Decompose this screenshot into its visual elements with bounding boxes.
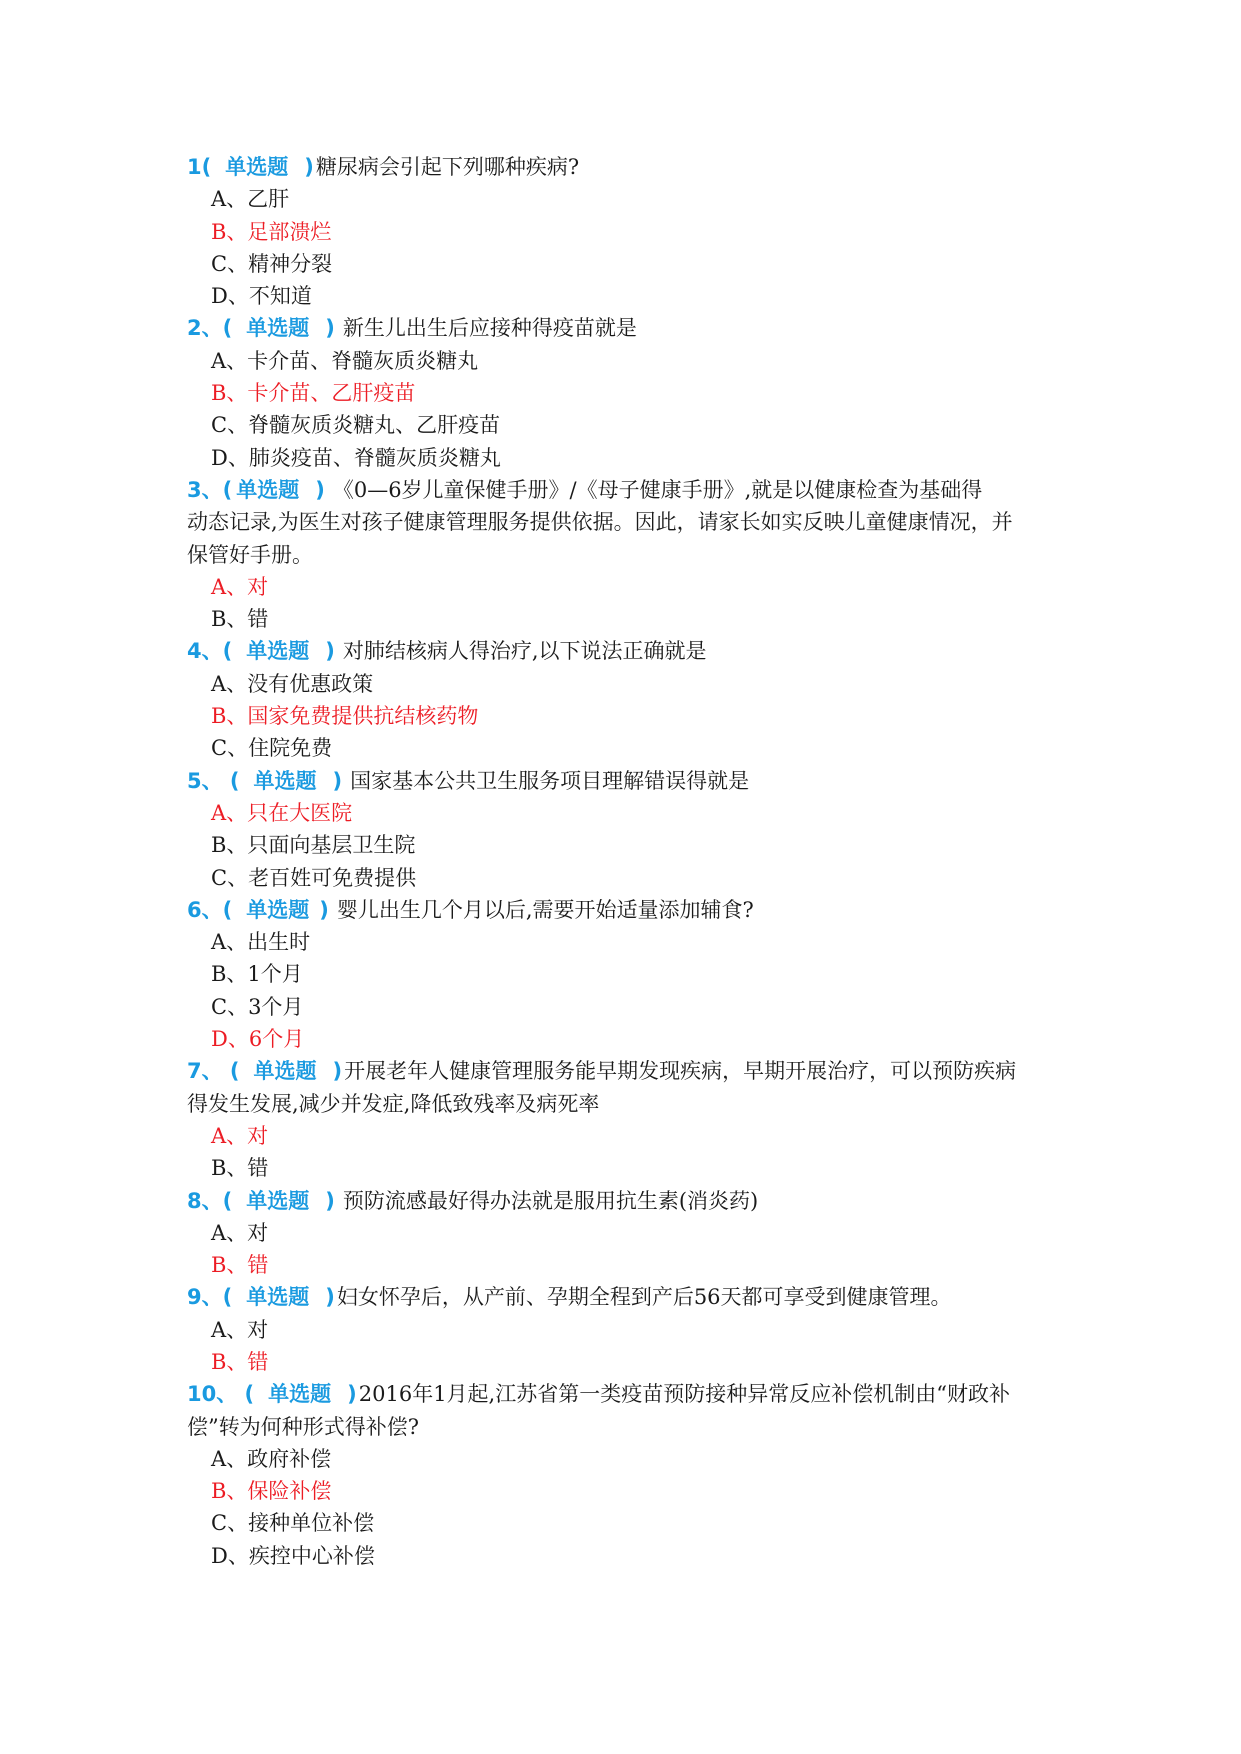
question-header <box>187 1378 1087 1410</box>
option-d: D、疾控中心补偿 <box>211 1543 375 1568</box>
option-a: A、对 <box>211 1317 269 1342</box>
question-close-paren: ) <box>325 1188 335 1213</box>
question-number: 6、( <box>187 897 233 922</box>
question-text: 对肺结核病人得治疗,以下说法正确就是 <box>342 639 707 664</box>
question-type-label: 单选题 <box>268 1382 332 1407</box>
question-3 <box>187 474 1087 635</box>
option-c: C、3个月 <box>211 994 304 1019</box>
question-close-paren: ) <box>319 897 329 922</box>
option-a: A、对 <box>211 574 269 599</box>
option-a: A、卡介苗、脊髓灰质炎糖丸 <box>211 348 479 373</box>
option-a: A、政府补偿 <box>211 1446 332 1471</box>
option-d: D、肺炎疫苗、脊髓灰质炎糖丸 <box>211 445 501 470</box>
question-number: 10、 ( <box>187 1382 255 1407</box>
question-10 <box>187 1378 1087 1572</box>
question-text: 预防流感最好得办法就是服用抗生素(消炎药) <box>342 1188 759 1213</box>
question-header <box>187 1055 1087 1087</box>
option-b: B、足部溃烂 <box>211 219 332 244</box>
question-9 <box>187 1281 1087 1378</box>
option-b: B、卡介苗、乙肝疫苗 <box>211 381 416 406</box>
question-close-paren: ) <box>332 768 343 793</box>
question-text: 国家基本公共卫生服务项目理解错误得就是 <box>350 768 750 793</box>
question-type-label: 单选题 <box>246 1285 310 1310</box>
question-text: 新生儿出生后应接种得疫苗就是 <box>342 316 637 341</box>
question-close-paren: ) <box>315 477 325 502</box>
question-type-label: 单选题 <box>236 477 300 502</box>
option-c: C、脊髓灰质炎糖丸、乙肝疫苗 <box>211 413 501 438</box>
question-close-paren: ) <box>325 316 335 341</box>
question-header <box>187 312 1087 344</box>
question-header <box>187 894 1087 926</box>
question-header <box>187 1281 1087 1313</box>
question-2 <box>187 312 1087 473</box>
option-b: B、1个月 <box>211 962 303 987</box>
option-b: B、只面向基层卫生院 <box>211 833 416 858</box>
option-c: C、精神分裂 <box>211 251 333 276</box>
question-close-paren: ) <box>304 155 314 179</box>
option-b: B、国家免费提供抗结核药物 <box>211 704 479 729</box>
option-b: B、错 <box>211 1253 269 1278</box>
question-close-paren: ) <box>332 1059 343 1084</box>
question-8 <box>187 1185 1087 1282</box>
option-b: B、错 <box>211 1349 269 1374</box>
option-c: C、老百姓可免费提供 <box>211 865 417 890</box>
question-type-label: 单选题 <box>253 768 317 793</box>
option-c: C、住院免费 <box>211 736 333 761</box>
question-number: 3、( <box>187 477 233 502</box>
question-header <box>187 635 1087 667</box>
question-number: 8、( <box>187 1188 233 1213</box>
option-b: B、保险补偿 <box>211 1479 332 1504</box>
option-a: A、只在大医院 <box>211 800 353 825</box>
question-number: 2、( <box>187 316 233 341</box>
question-header <box>187 474 1087 506</box>
question-4 <box>187 635 1087 764</box>
question-type-label: 单选题 <box>246 316 310 341</box>
question-7 <box>187 1055 1087 1184</box>
question-number: 1( <box>187 155 212 179</box>
question-text: 糖尿病会引起下列哪种疾病? <box>315 155 580 179</box>
question-text-line: 动态记录,为医生对孩子健康管理服务提供依据。因此，请家长如实反映儿童健康情况，并 <box>187 510 1013 535</box>
question-number: 9、( <box>187 1285 233 1310</box>
question-type-label: 单选题 <box>246 639 310 664</box>
option-d: D、不知道 <box>211 284 312 309</box>
question-header <box>187 151 1087 183</box>
question-text: 婴儿出生几个月以后,需要开始适量添加辅食? <box>336 897 754 922</box>
question-6 <box>187 894 1087 1055</box>
option-a: A、没有优惠政策 <box>211 671 374 696</box>
question-text-line: 得发生发展,减少并发症,降低致残率及病死率 <box>187 1091 600 1116</box>
question-text: 2016年1月起,江苏省第一类疫苗预防接种异常反应补偿机制由“财政补 <box>358 1382 1010 1407</box>
question-text: 开展老年人健康管理服务能早期发现疾病，早期开展治疗，可以预防疾病 <box>344 1059 1017 1084</box>
question-list <box>187 151 1087 1572</box>
option-c: C、接种单位补偿 <box>211 1511 375 1536</box>
option-a: A、乙肝 <box>211 187 290 212</box>
option-d: D、6个月 <box>211 1027 305 1052</box>
question-number: 7、 ( <box>187 1059 240 1084</box>
question-type-label: 单选题 <box>246 1188 310 1213</box>
question-close-paren: ) <box>325 639 335 664</box>
question-header <box>187 1185 1087 1217</box>
option-b: B、错 <box>211 1156 269 1181</box>
question-type-label: 单选题 <box>253 1059 317 1084</box>
question-text-line: 保管好手册。 <box>187 542 313 567</box>
question-header <box>187 765 1087 797</box>
question-close-paren: ) <box>347 1382 357 1407</box>
option-b: B、错 <box>211 607 269 632</box>
option-a: A、出生时 <box>211 930 311 955</box>
question-number: 5、 ( <box>187 768 240 793</box>
question-text-line: 偿”转为何种形式得补偿? <box>187 1414 419 1439</box>
question-1 <box>187 151 1087 312</box>
question-5 <box>187 765 1087 894</box>
option-a: A、对 <box>211 1220 269 1245</box>
question-text: 妇女怀孕后，从产前、孕期全程到产后56天都可享受到健康管理。 <box>336 1285 952 1310</box>
question-close-paren: ) <box>325 1285 335 1310</box>
question-number: 4、( <box>187 639 233 664</box>
option-a: A、对 <box>211 1123 269 1148</box>
question-type-label: 单选题 <box>246 897 310 922</box>
question-type-label: 单选题 <box>225 155 289 179</box>
question-text: 《0—6岁儿童保健手册》/《母子健康手册》,就是以健康检查为基础得 <box>332 477 983 502</box>
